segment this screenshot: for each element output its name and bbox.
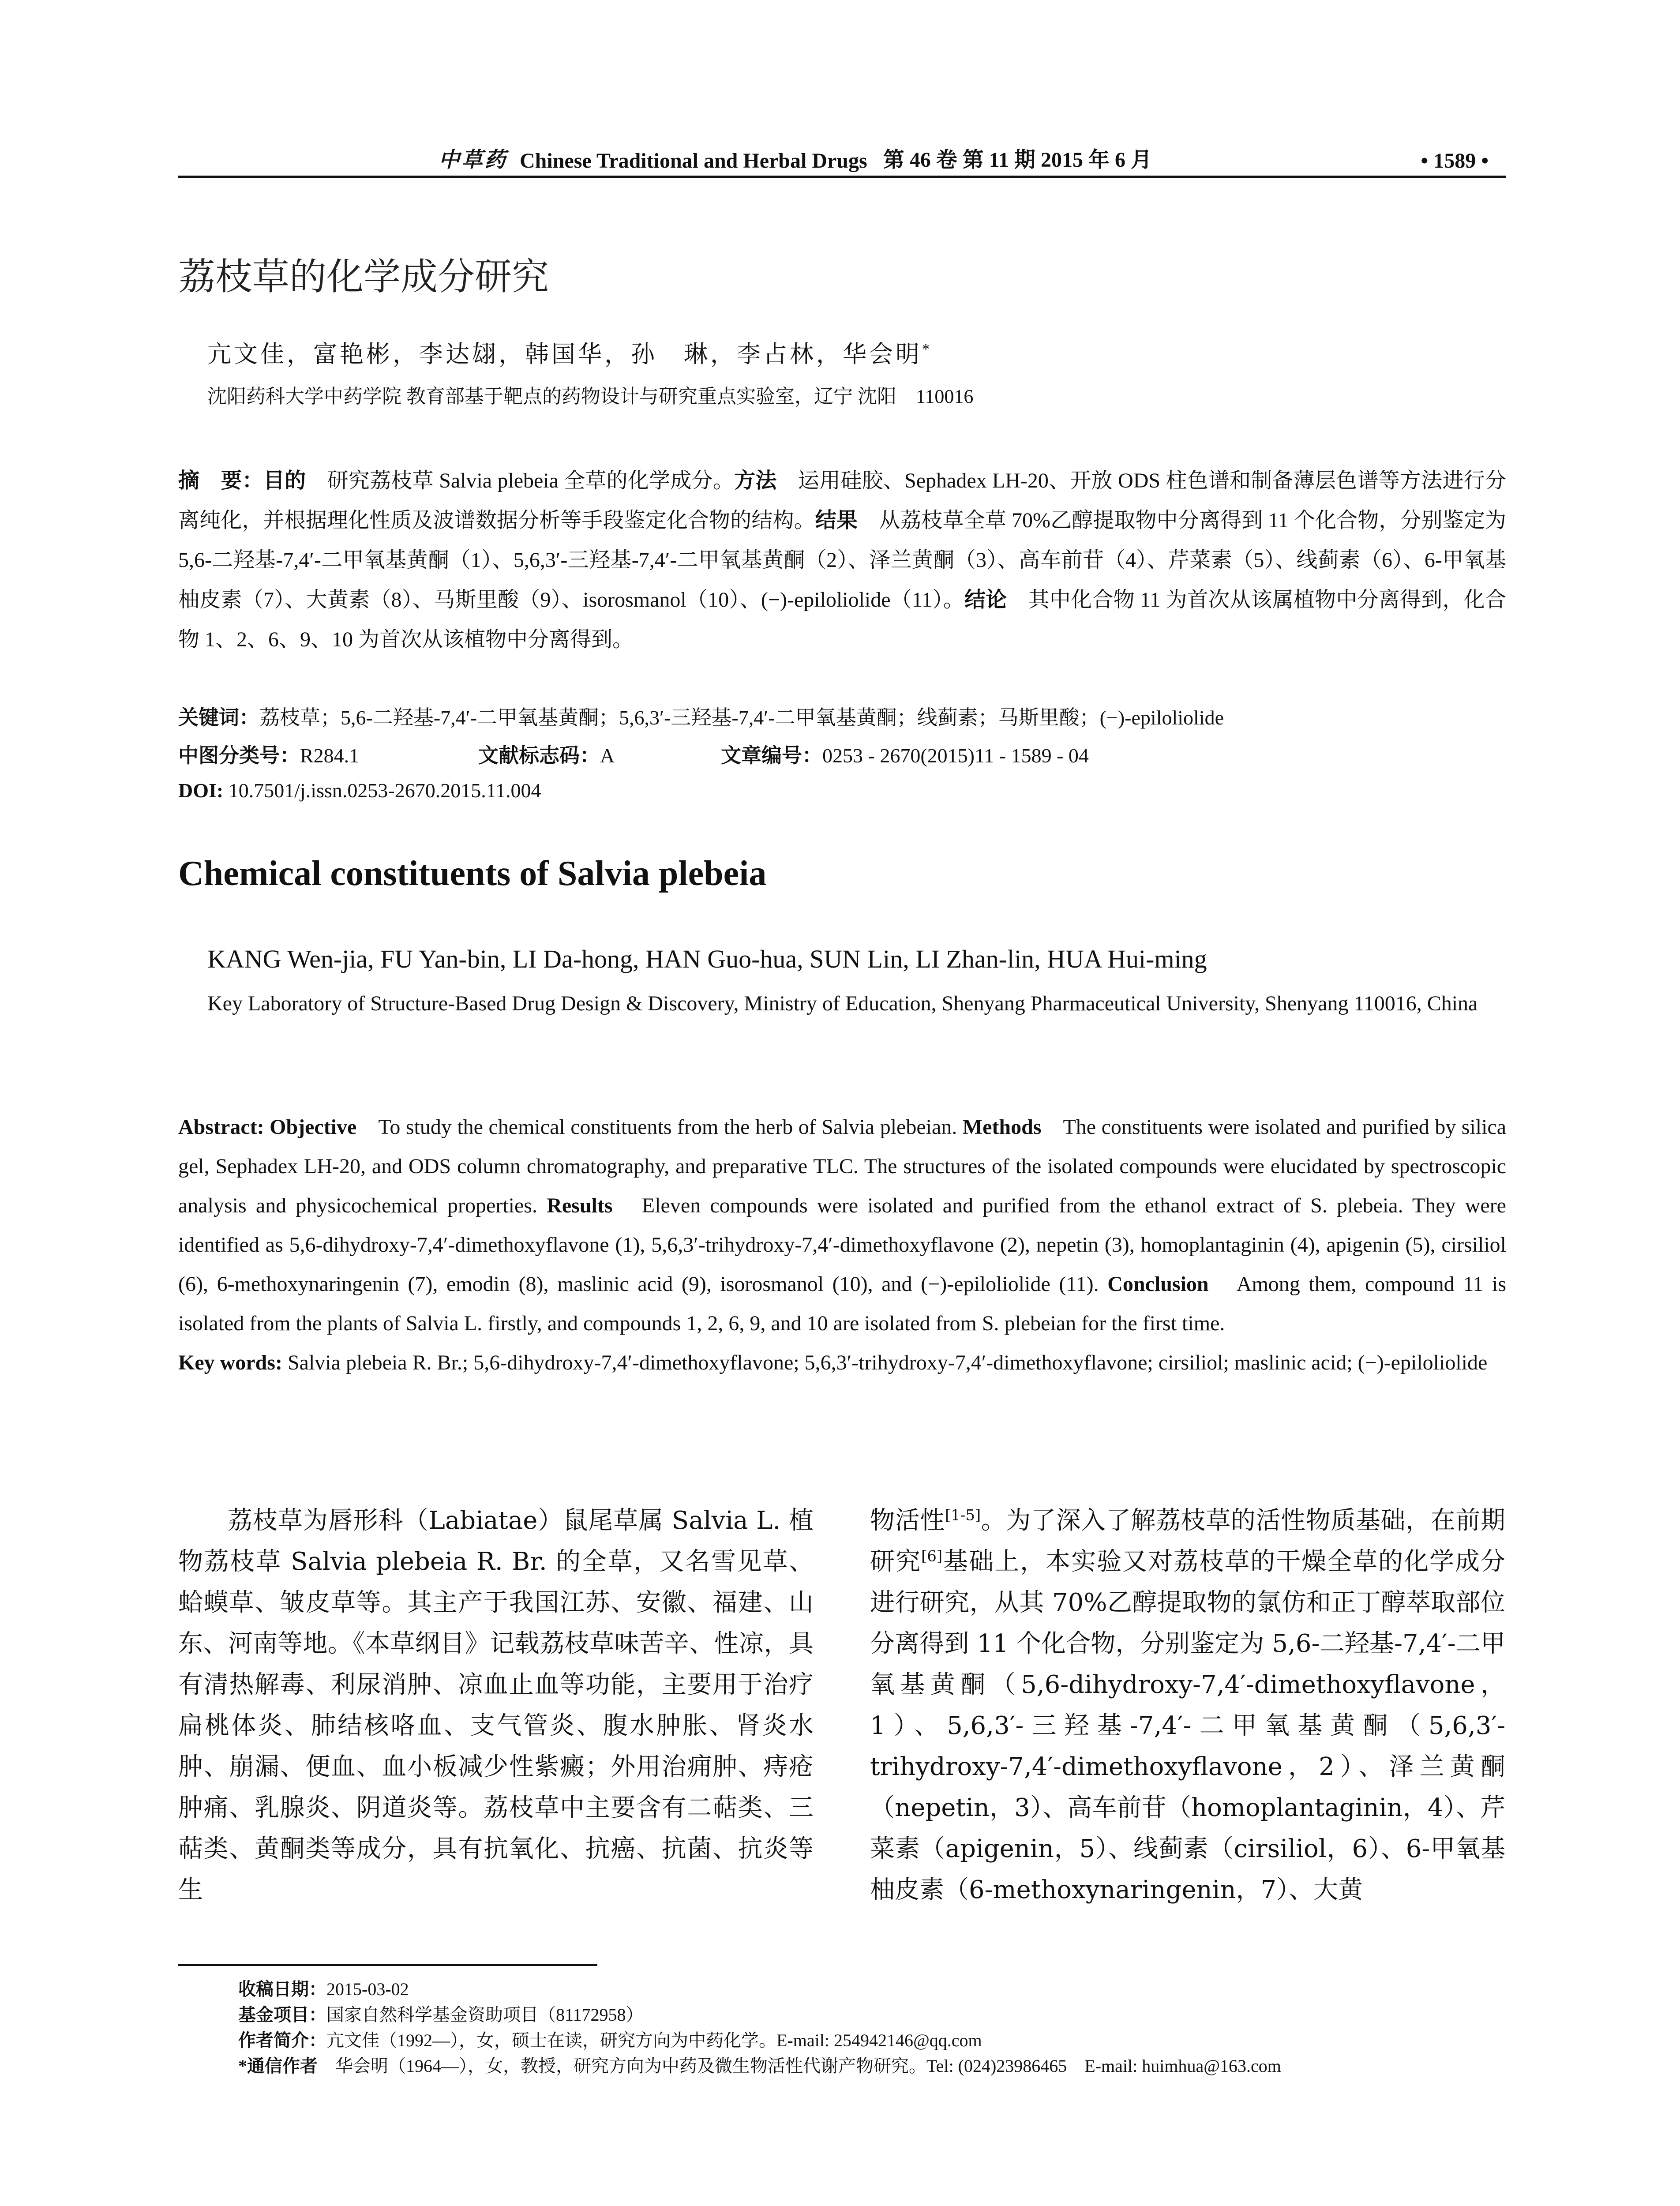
- author-bio-text: 亢文佳（1992—），女，硕士在读，研究方向为中药化学。E-mail: 254942146@qq.com: [326, 2030, 982, 2050]
- conclusion-text-cn: 其中化合物 11 为首次从该属植物中分离得到，化合物 1、2、6、9、10 为首次从该植物中分离得到。: [178, 588, 1506, 651]
- results-text-en: Eleven compounds were isolated and purified from the ethanol extract of S. plebeia. They were identified as 5,6-dihydroxy-7,4′-dimethoxyflavone (1), 5,6,3′-trihydroxy-7,4′-dimethoxyflavone (2), nepetin (3), homoplantaginin (4), apigenin (5), cirsiliol (6), 6-methoxynaringenin (7), emodin (8), maslinic acid (9), isorosmanol (10), and (−)-epiloliolide (11).: [178, 1194, 1506, 1296]
- abstract-label-en: Abstract:: [178, 1115, 264, 1139]
- methods-text-en: The constituents were isolated and purified by silica gel, Sephadex LH-20, and ODS column chromatography, and preparative TLC. The structures of the isolated compounds were elucidated by spectroscopic analysis and physicochemical properties.: [178, 1115, 1506, 1217]
- authors-en: KANG Wen-jia, FU Yan-bin, LI Da-hong, HAN Guo-hua, SUN Lin, LI Zhan-lin, HUA Hui-ming: [207, 945, 1207, 973]
- doi-line: [178, 779, 541, 802]
- abstract-en: [178, 1107, 1506, 1382]
- affiliation-en: Key Laboratory of Structure-Based Drug Design & Discovery, Ministry of Education, Shenyang Pharmaceutical University, Shenyang 110016, China: [207, 992, 1478, 1015]
- author-list-cn: 亢文佳，富艳彬，李达翃，韩国华，孙 琳，李占林，华会明: [207, 341, 922, 368]
- body-right-part1: 物活性: [870, 1506, 945, 1535]
- footnote-corresponding: [238, 2053, 1509, 2079]
- clc-label: 中图分类号：: [178, 744, 300, 767]
- journal-name-en: Chinese Traditional and Herbal Drugs: [520, 149, 867, 173]
- methods-label-cn: 方法: [734, 469, 777, 492]
- article-no-value: 0253 - 2670(2015)11 - 1589 - 04: [822, 744, 1089, 767]
- article-title-en: Chemical constituents of Salvia plebeia: [178, 854, 767, 893]
- article-title-cn: 荔枝草的化学成分研究: [178, 255, 549, 298]
- corresponding-label: *通信作者: [238, 2056, 318, 2076]
- results-label-cn: 结果: [815, 509, 858, 532]
- keywords-cn: [178, 702, 1224, 731]
- methods-text-cn: 运用硅胶、Sephadex LH-20、开放 ODS 柱色谱和制备薄层色谱等方法进行分离纯化，并根据理化性质及波谱数据分析等手段鉴定化合物的结构。: [178, 469, 1506, 532]
- received-label: 收稿日期：: [238, 1979, 326, 1999]
- keywords-label-en: Key words:: [178, 1351, 282, 1374]
- conclusion-text-en: Among them, compound 11 is isolated from the plants of Salvia L. firstly, and compounds 1, 2, 6, 9, and 10 are isolated from S. plebeian for the first time.: [178, 1272, 1507, 1335]
- footnote-received: [238, 1977, 1509, 2002]
- doc-code-value: A: [600, 744, 615, 767]
- keywords-label-cn: 关键词：: [178, 706, 259, 729]
- article-no-label: 文章编号：: [721, 744, 822, 767]
- abstract-cn: [178, 461, 1506, 660]
- header-rule: [178, 176, 1506, 178]
- results-label-en: Results: [547, 1194, 613, 1217]
- footnote-author: [238, 2028, 1509, 2053]
- journal-name-cn: 中草药: [439, 148, 508, 172]
- citation-6[interactable]: [6]: [921, 1547, 943, 1565]
- running-header: [178, 142, 1506, 173]
- objective-text-cn: 研究荔枝草 Salvia plebeia 全草的化学成分。: [306, 469, 735, 492]
- body-right-part2: 。为了深入了解荔枝草的活性物质基础，在前期研究: [870, 1506, 1506, 1576]
- doi-label: DOI:: [178, 779, 224, 802]
- authors-cn: [207, 335, 930, 369]
- body-right-part3: 基础上，本实验又对荔枝草的干燥全草的化学成分进行研究，从其 70%乙醇提取物的氯仿和正丁醇萃取部位分离得到 11 个化合物，分别鉴定为 5,6-二羟基-7,4′-二甲氧基黄酮（5,6-dihydroxy-7,4′-dimethoxyflavone，1）、5,6,3′-三羟基-7,4′-二甲氧基黄酮（5,6,3′-trihydroxy-7,4′-dimethoxyflavone，2）、泽兰黄酮（nepetin，3）、高车前苷（homoplantaginin，4）、芹菜素（apigenin，5）、线蓟素（cirsiliol，6）、6-甲氧基柚皮素（6-methoxynaringenin，7）、大黄: [870, 1547, 1506, 1904]
- results-text-cn: 从荔枝草全草 70%乙醇提取物中分离得到 11 个化合物，分别鉴定为 5,6-二羟基-7,4′-二甲氧基黄酮（1）、5,6,3′-三羟基-7,4′-二甲氧基黄酮（2）、泽兰黄酮（3）、高车前苷（4）、芹菜素（5）、线蓟素（6）、6-甲氧基柚皮素（7）、大黄素（8）、马斯里酸（9）、isorosmanol（10）、(−)-epiloliolide（11）。: [178, 509, 1506, 612]
- issue-info: 第 46 卷 第 11 期 2015 年 6 月: [883, 148, 1152, 172]
- footnote-rule: [178, 1964, 597, 1966]
- keywords-text-en: Salvia plebeia R. Br.; 5,6-dihydroxy-7,4′-dimethoxyflavone; 5,6,3′-trihydroxy-7,4′-dimethoxyflavone; cirsiliol; maslinic acid; (−)-epiloliolide: [287, 1351, 1488, 1374]
- corresponding-text: 华会明（1964—），女，教授，研究方向为中药及微生物活性代谢产物研究。Tel: (024)23986465 E-mail: huimhua@163.com: [318, 2056, 1281, 2076]
- footnotes: [238, 1977, 1509, 2079]
- clc-value: R284.1: [300, 744, 360, 767]
- objective-label-cn: 目的: [263, 469, 306, 492]
- fund-label: 基金项目：: [238, 2005, 326, 2025]
- doc-code-label: 文献标志码：: [478, 744, 600, 767]
- author-bio-label: 作者简介：: [238, 2030, 326, 2050]
- body-column-right: [870, 1500, 1505, 1910]
- footnote-fund: [238, 2002, 1509, 2028]
- page-number: • 1589 •: [1421, 149, 1489, 173]
- citation-1-5[interactable]: [1-5]: [945, 1506, 981, 1524]
- conclusion-label-en: Conclusion: [1107, 1272, 1209, 1296]
- received-date: 2015-03-02: [326, 1979, 409, 1999]
- affiliation-cn: 沈阳药科大学中药学院 教育部基于靶点的药物设计与研究重点实验室，辽宁 沈阳 110016: [207, 386, 974, 407]
- conclusion-label-cn: 结论: [964, 588, 1007, 612]
- abstract-label-cn: 摘 要：: [178, 469, 263, 492]
- corresponding-mark: *: [922, 341, 930, 357]
- objective-text-en: To study the chemical constituents from the herb of Salvia plebeian.: [356, 1115, 957, 1139]
- classification-line: [178, 739, 1089, 769]
- objective-label-en: Objective: [270, 1115, 357, 1139]
- fund-text: 国家自然科学基金资助项目（81172958）: [326, 2005, 644, 2025]
- body-column-left: 荔枝草为唇形科（Labiatae）鼠尾草属 Salvia L. 植物荔枝草 Salvia plebeia R. Br. 的全草，又名雪见草、蛤蟆草、皱皮草等。其主产于我国江苏、安徽、福建、山东、河南等地。《本草纲目》记载荔枝草味苦辛、性凉，具有清热解毒、利尿消肿、凉血止血等功能，主要用于治疗扁桃体炎、肺结核咯血、支气管炎、腹水肿胀、肾炎水肿、崩漏、便血、血小板减少性紫癜；外用治痈肿、痔疮肿痛、乳腺炎、阴道炎等。荔枝草中主要含有二萜类、三萜类、黄酮类等成分，具有抗氧化、抗癌、抗菌、抗炎等生: [178, 1506, 814, 1904]
- methods-label-en: Methods: [962, 1115, 1042, 1139]
- keywords-text-cn: 荔枝草；5,6-二羟基-7,4′-二甲氧基黄酮；5,6,3′-三羟基-7,4′-二甲氧基黄酮；线蓟素；马斯里酸；(−)-epiloliolide: [259, 706, 1224, 729]
- doi-link[interactable]: 10.7501/j.issn.0253-2670.2015.11.004: [228, 779, 541, 802]
